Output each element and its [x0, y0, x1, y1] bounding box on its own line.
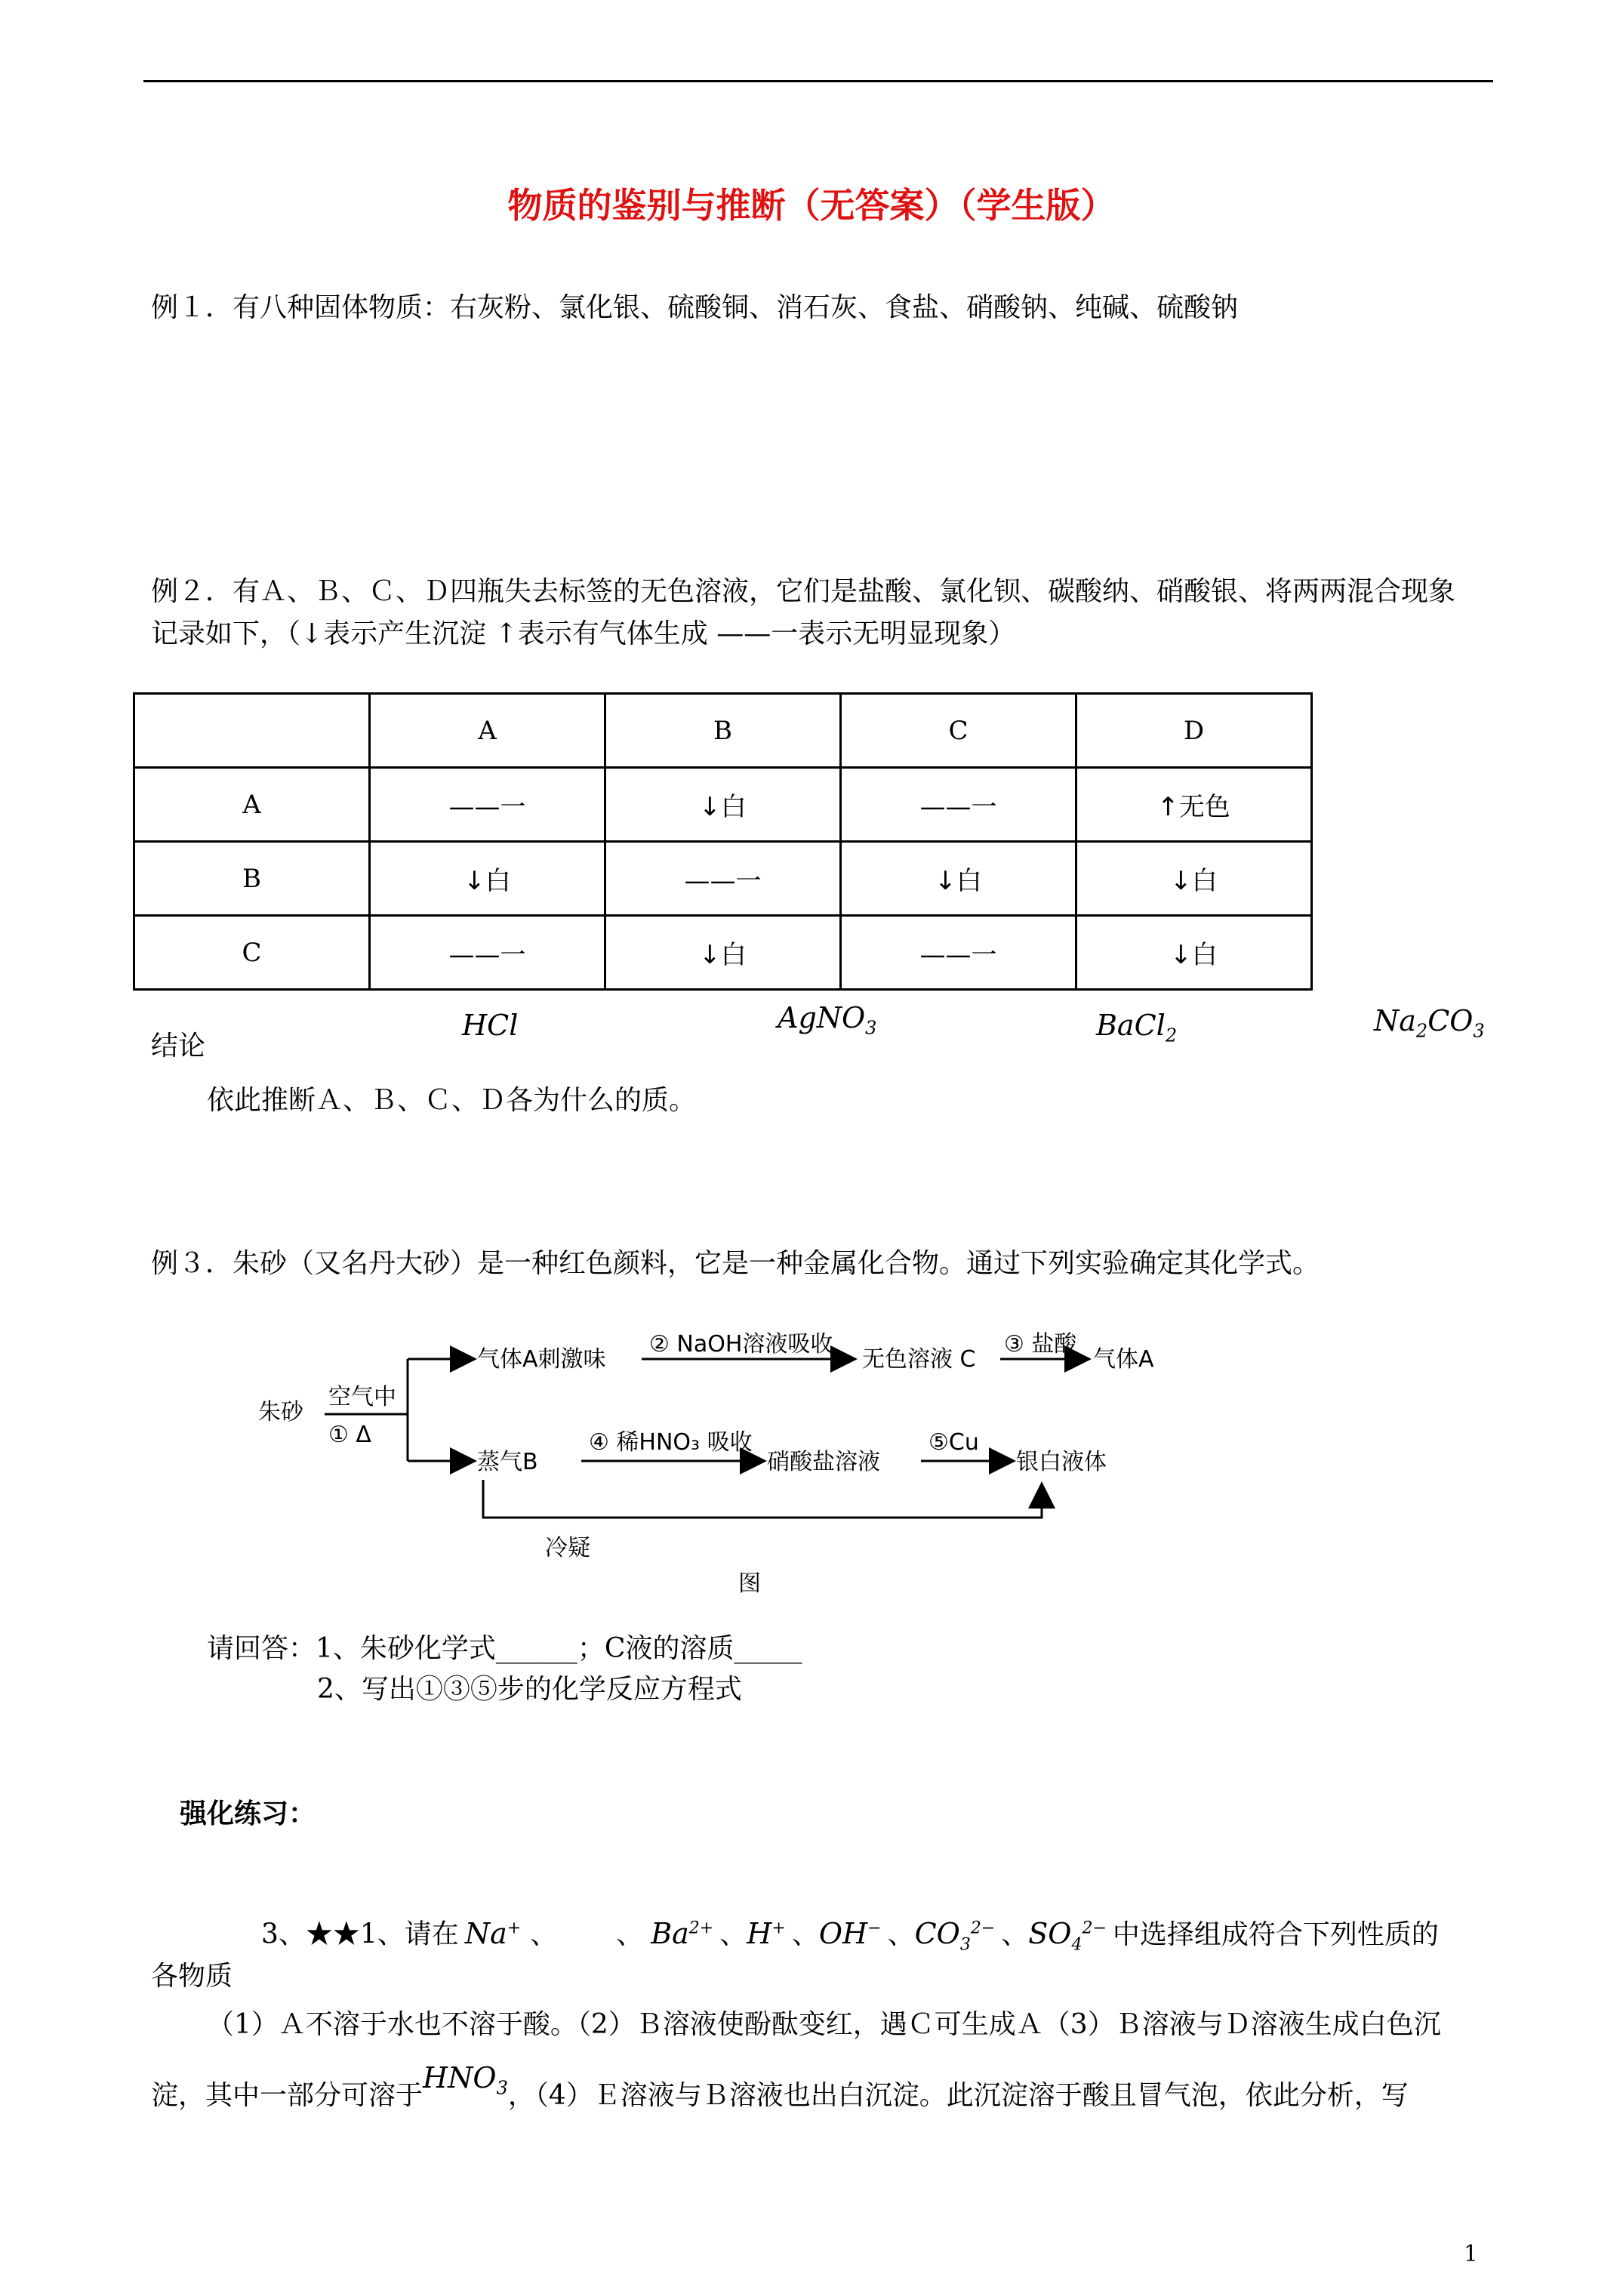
formula-main: HNO — [423, 2061, 497, 2094]
figure-caption: 图 — [738, 1570, 761, 1597]
step3-label: ③ 盐酸 — [1004, 1331, 1077, 1358]
step4-label: ④ 稀HNO₃ 吸收 — [589, 1429, 753, 1456]
example3-answer-line2: 2、写出①③⑤步的化学反应方程式 — [317, 1674, 742, 1705]
ion-charge: + — [771, 1918, 786, 1937]
example3-text: 例３．朱砂（又名丹大砂）是一种红色颜料，它是一种金属化合物。通过下列实验确定其化学式。 — [151, 1248, 1320, 1279]
ion-symbol: OH — [818, 1916, 868, 1950]
separator: 、 — [530, 1918, 544, 1950]
node-solution-c: 无色溶液 C — [862, 1346, 976, 1373]
step5-label: ⑤Cu — [929, 1429, 979, 1456]
formula-subscript: 2 — [1415, 1020, 1428, 1042]
observation-table — [133, 692, 1313, 991]
table-cell: ↑无色 — [1076, 768, 1312, 842]
example2-question: 依此推断Ａ、Ｂ、Ｃ、Ｄ各为什么的质。 — [207, 1085, 697, 1116]
practice-item-prefix: 3、★★1、请在 — [261, 1918, 459, 1950]
separator: 、 — [616, 1918, 644, 1950]
formula-agno3 — [778, 1001, 876, 1039]
formula-subscript: 3 — [496, 2077, 508, 2099]
table-header-row — [134, 694, 1312, 768]
condition-heat: ① Δ — [328, 1422, 371, 1448]
practice-line4-start: 淀，其中一部分可溶于 — [151, 2080, 423, 2111]
formula-subscript: 3 — [865, 1017, 877, 1039]
ion-symbol: H — [747, 1916, 772, 1950]
experiment-flow-diagram — [249, 1329, 1246, 1616]
ion-na — [465, 1917, 521, 1950]
table-cell — [134, 694, 370, 768]
practice-line4-end: ，（4）Ｅ溶液与Ｂ溶液也出白沉淀。此沉淀溶于酸且冒气泡，依此分析，写 — [507, 2080, 1409, 2111]
formula-main: BaCl — [1096, 1009, 1166, 1042]
example3-answer-line1: 请回答：1、朱砂化学式______；C液的溶质_____ — [207, 1633, 802, 1664]
ion-charge: 2− — [1082, 1918, 1107, 1937]
step2-label: ② NaOH溶液吸收 — [649, 1331, 833, 1358]
practice-line3: （1）Ａ不溶于水也不溶于酸。（2）Ｂ溶液使酚酞变红，遇Ｃ可生成Ａ（3）Ｂ溶液与Ｄ溶液生成白色沉 — [207, 2009, 1441, 2040]
formula-hno3 — [423, 2061, 508, 2099]
node-gas-a-end: 气体A — [1093, 1346, 1154, 1373]
practice-line2: 各物质 — [151, 1961, 233, 1992]
table-cell: ——一 — [370, 768, 605, 842]
page-number: 1 — [1463, 2241, 1478, 2267]
ion-subscript: 3 — [959, 1935, 971, 1955]
conclusion-label: 结论 — [151, 1031, 206, 1062]
table-cell: ↓白 — [841, 842, 1076, 916]
practice-heading: 强化练习： — [180, 1798, 316, 1829]
table-cell: ——一 — [370, 916, 605, 990]
condense-label: 冷疑 — [545, 1535, 590, 1561]
row-label-cell: A — [134, 768, 370, 842]
formula-main: Na — [1374, 1004, 1416, 1037]
ion-symbol: CO — [914, 1916, 960, 1950]
table-cell: ——一 — [841, 768, 1076, 842]
practice-item-suffix: 中选择组成符合下列性质的 — [1112, 1918, 1439, 1950]
node-cinnabar: 朱砂 — [258, 1399, 303, 1425]
table-cell: ↓白 — [1076, 916, 1312, 990]
ion-charge: − — [867, 1918, 882, 1937]
node-silver-liquid: 银白液体 — [1016, 1449, 1107, 1475]
node-vapor-b: 蒸气B — [477, 1449, 538, 1475]
separator: 、 — [791, 1918, 819, 1950]
example2-line1: 例２．有Ａ、Ｂ、Ｃ、Ｄ四瓶失去标签的无色溶液，它们是盐酸、氯化钡、碳酸纳、硝酸银、将两两混合现象 — [151, 576, 1456, 607]
table-cell: ——一 — [605, 842, 841, 916]
table-cell: ↓白 — [605, 916, 841, 990]
ion-symbol: SO — [1028, 1916, 1072, 1950]
table-cell: ↓白 — [370, 842, 605, 916]
table-header-cell: C — [841, 694, 1076, 768]
formula-main: AgNO — [778, 1001, 866, 1034]
example1-text: 例１．有八种固体物质：右灰粉、氯化银、硫酸铜、消石灰、食盐、硝酸钠、纯碱、硫酸钠 — [151, 292, 1239, 323]
node-gas-a: 气体A刺激味 — [477, 1346, 606, 1373]
condense-path-arrow — [483, 1480, 1042, 1518]
formula-na2co3 — [1374, 1004, 1485, 1042]
table-row — [134, 916, 1312, 990]
node-nitrate-solution: 硝酸盐溶液 — [767, 1449, 880, 1475]
table-cell: ↓白 — [605, 768, 841, 842]
ion-h — [747, 1917, 786, 1950]
table-header-cell: A — [370, 694, 605, 768]
example2-line2: 记录如下，（↓表示产生沉淀 ↑表示有气体生成 ——一表示无明显现象） — [151, 618, 1016, 649]
page-title: 物质的鉴别与推断（无答案）（学生版） — [507, 185, 1116, 226]
ion-so4 — [1028, 1916, 1107, 1955]
ion-symbol: Na — [464, 1916, 507, 1950]
formula-hcl: HCl — [462, 1009, 519, 1042]
ion-charge: 2− — [970, 1918, 996, 1937]
practice-line4 — [151, 2061, 1409, 2122]
ion-charge: 2+ — [688, 1918, 714, 1937]
ion-charge: + — [507, 1918, 522, 1937]
header-rule — [143, 80, 1493, 82]
table-header-cell: B — [605, 694, 841, 768]
table-row — [134, 768, 1312, 842]
formula-subscript: 2 — [1165, 1025, 1178, 1046]
ion-ba — [651, 1917, 713, 1950]
row-label-cell: B — [134, 842, 370, 916]
practice-item-line1 — [261, 1912, 1439, 1962]
formula-main: CO — [1427, 1004, 1474, 1037]
separator: 、 — [719, 1918, 747, 1950]
separator: 、 — [887, 1918, 915, 1950]
table-cell: ↓白 — [1076, 842, 1312, 916]
formula-bacl2 — [1096, 1009, 1177, 1046]
row-label-cell: C — [134, 916, 370, 990]
formula-subscript: 3 — [1473, 1020, 1485, 1042]
ion-symbol: Ba — [651, 1916, 689, 1950]
ion-co3 — [914, 1916, 996, 1955]
ion-oh — [819, 1917, 882, 1950]
table-row — [134, 842, 1312, 916]
table-header-cell: D — [1076, 694, 1312, 768]
table-cell: ——一 — [841, 916, 1076, 990]
separator: 、 — [1001, 1918, 1029, 1950]
condition-air: 空气中 — [328, 1384, 396, 1410]
ion-subscript: 4 — [1071, 1935, 1083, 1955]
